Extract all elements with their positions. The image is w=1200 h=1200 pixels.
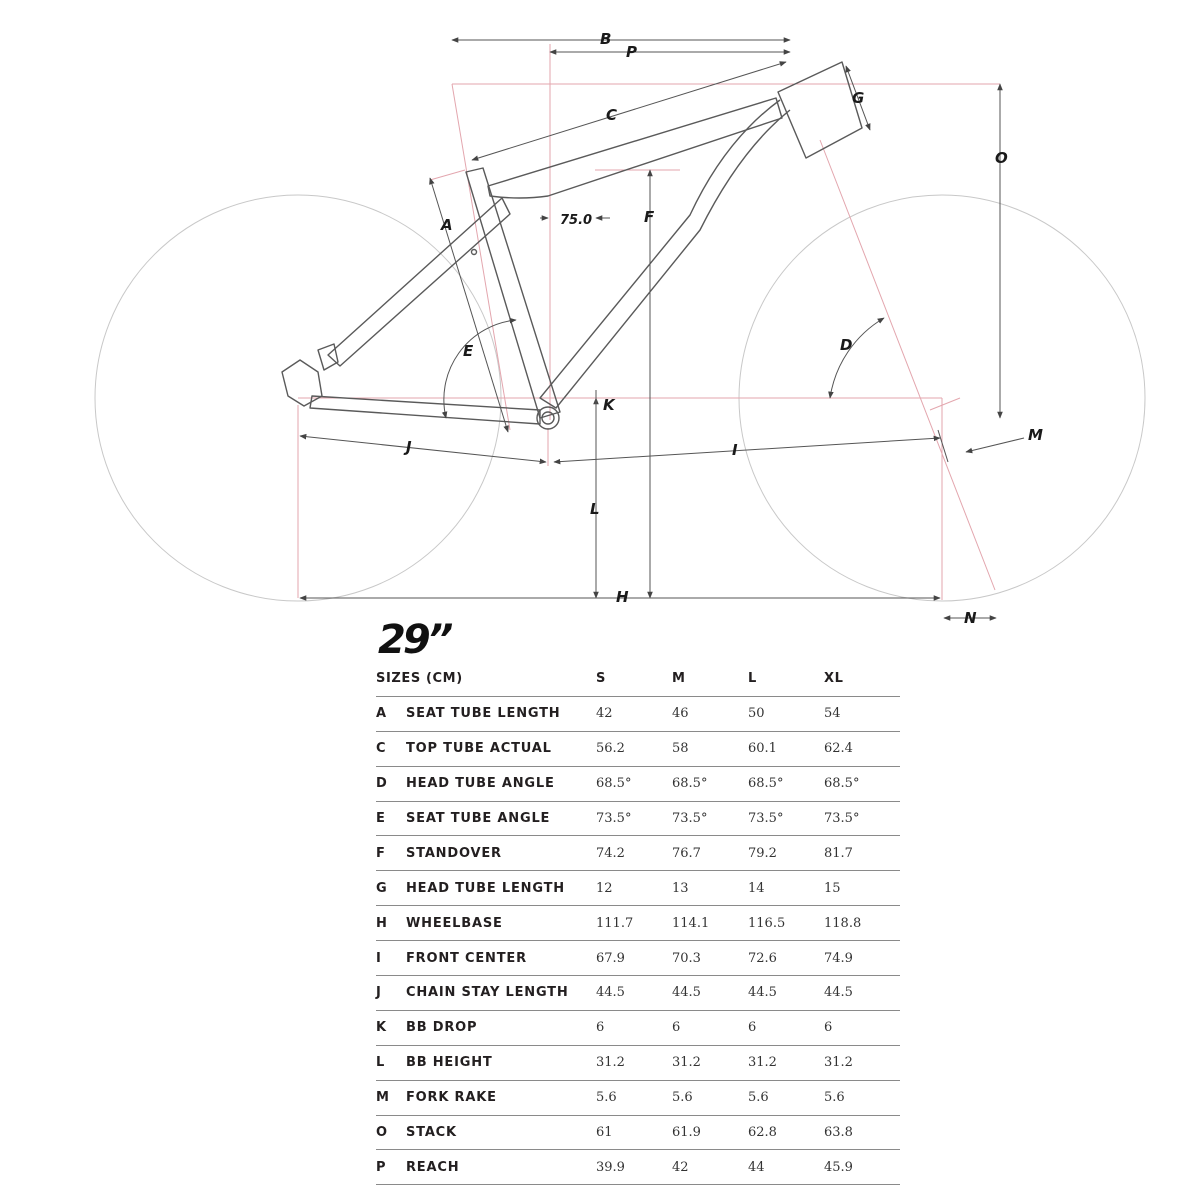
- label-seat-angle: 75.0: [560, 213, 593, 228]
- row-value: 60.1: [748, 731, 824, 766]
- row-value: 118.8: [824, 906, 900, 941]
- row-name: STACK: [406, 1115, 596, 1150]
- row-value: 68.5°: [824, 766, 900, 801]
- row-value: 31.2: [748, 1045, 824, 1080]
- row-code: C: [376, 731, 406, 766]
- row-value: 5.6: [672, 1080, 748, 1115]
- row-value: 6: [824, 1010, 900, 1045]
- row-value: 116.5: [748, 906, 824, 941]
- row-code: I: [376, 941, 406, 976]
- row-code: F: [376, 836, 406, 871]
- row-name: FORK RAKE: [406, 1080, 596, 1115]
- row-value: 61: [596, 1115, 672, 1150]
- row-value: 111.7: [596, 906, 672, 941]
- row-value: 73.5°: [672, 801, 748, 836]
- row-value: 31.2: [672, 1045, 748, 1080]
- label-j: J: [406, 438, 412, 456]
- row-code: D: [376, 766, 406, 801]
- table-row: [376, 731, 900, 766]
- row-name: SEAT TUBE LENGTH: [406, 696, 596, 731]
- row-value: 42: [596, 696, 672, 731]
- row-value: 73.5°: [824, 801, 900, 836]
- row-value: 46: [672, 696, 748, 731]
- label-g: G: [852, 89, 865, 107]
- row-code: J: [376, 976, 406, 1011]
- row-value: 61.9: [672, 1115, 748, 1150]
- row-value: 5.6: [596, 1080, 672, 1115]
- label-d: D: [840, 336, 853, 354]
- table-row: [376, 1150, 900, 1185]
- row-value: 44.5: [672, 976, 748, 1011]
- row-value: 44.5: [596, 976, 672, 1011]
- row-value: 6: [596, 1010, 672, 1045]
- label-i: I: [732, 441, 738, 459]
- label-n: N: [964, 609, 977, 627]
- row-name: STANDOVER: [406, 836, 596, 871]
- row-value: 15: [824, 871, 900, 906]
- table-row: [376, 1080, 900, 1115]
- row-value: 44: [748, 1150, 824, 1185]
- row-name: FRONT CENTER: [406, 941, 596, 976]
- row-value: 39.9: [596, 1150, 672, 1185]
- table-row: [376, 1010, 900, 1045]
- row-value: 74.9: [824, 941, 900, 976]
- table-row: [376, 1115, 900, 1150]
- row-name: TOP TUBE ACTUAL: [406, 731, 596, 766]
- row-value: 81.7: [824, 836, 900, 871]
- row-value: 70.3: [672, 941, 748, 976]
- table-row: [376, 1045, 900, 1080]
- row-value: 44.5: [824, 976, 900, 1011]
- reference-lines: [298, 44, 1000, 600]
- row-value: 12: [596, 871, 672, 906]
- row-code: H: [376, 906, 406, 941]
- geometry-table: [376, 662, 900, 1185]
- row-value: 31.2: [596, 1045, 672, 1080]
- row-value: 58: [672, 731, 748, 766]
- row-value: 114.1: [672, 906, 748, 941]
- table-row: [376, 696, 900, 731]
- size-header-m: M: [672, 662, 748, 696]
- bike-frame: [282, 62, 865, 429]
- row-name: SEAT TUBE ANGLE: [406, 801, 596, 836]
- size-header-s: S: [596, 662, 672, 696]
- label-e: E: [463, 342, 474, 360]
- row-name: BB DROP: [406, 1010, 596, 1045]
- row-value: 68.5°: [672, 766, 748, 801]
- row-value: 72.6: [748, 941, 824, 976]
- row-value: 67.9: [596, 941, 672, 976]
- row-value: 76.7: [672, 836, 748, 871]
- label-p: P: [626, 43, 637, 61]
- row-code: E: [376, 801, 406, 836]
- label-b: B: [600, 30, 612, 48]
- row-value: 6: [748, 1010, 824, 1045]
- row-value: 6: [672, 1010, 748, 1045]
- table-row: [376, 941, 900, 976]
- row-value: 73.5°: [748, 801, 824, 836]
- row-name: HEAD TUBE ANGLE: [406, 766, 596, 801]
- row-value: 44.5: [748, 976, 824, 1011]
- row-value: 56.2: [596, 731, 672, 766]
- row-value: 5.6: [824, 1080, 900, 1115]
- row-value: 54: [824, 696, 900, 731]
- label-c: C: [606, 106, 618, 124]
- row-name: WHEELBASE: [406, 906, 596, 941]
- label-m: M: [1028, 426, 1043, 444]
- sizes-header: SIZES (CM): [376, 662, 596, 696]
- row-value: 79.2: [748, 836, 824, 871]
- size-header-xl: XL: [824, 662, 900, 696]
- row-name: REACH: [406, 1150, 596, 1185]
- row-code: A: [376, 696, 406, 731]
- table-row: [376, 766, 900, 801]
- row-name: BB HEIGHT: [406, 1045, 596, 1080]
- label-f: F: [644, 208, 655, 226]
- row-value: 62.4: [824, 731, 900, 766]
- table-row: [376, 801, 900, 836]
- row-value: 50: [748, 696, 824, 731]
- size-header-l: L: [748, 662, 824, 696]
- label-k: K: [603, 396, 615, 414]
- row-value: 62.8: [748, 1115, 824, 1150]
- row-value: 73.5°: [596, 801, 672, 836]
- wheel-size-heading: 29”: [378, 617, 451, 663]
- row-name: HEAD TUBE LENGTH: [406, 871, 596, 906]
- row-code: G: [376, 871, 406, 906]
- row-code: P: [376, 1150, 406, 1185]
- dimension-labels: [403, 30, 1043, 627]
- label-o: O: [995, 149, 1008, 167]
- table-header-row: [376, 662, 900, 696]
- row-value: 68.5°: [748, 766, 824, 801]
- row-value: 31.2: [824, 1045, 900, 1080]
- row-value: 74.2: [596, 836, 672, 871]
- table-row: [376, 871, 900, 906]
- row-value: 63.8: [824, 1115, 900, 1150]
- row-value: 14: [748, 871, 824, 906]
- label-a: A: [441, 216, 453, 234]
- label-l: L: [590, 500, 600, 518]
- dimension-lines: [300, 40, 1024, 618]
- row-value: 42: [672, 1150, 748, 1185]
- table-row: [376, 836, 900, 871]
- row-value: 13: [672, 871, 748, 906]
- row-value: 68.5°: [596, 766, 672, 801]
- table-row: [376, 976, 900, 1011]
- row-code: M: [376, 1080, 406, 1115]
- row-value: 45.9: [824, 1150, 900, 1185]
- row-code: K: [376, 1010, 406, 1045]
- row-name: CHAIN STAY LENGTH: [406, 976, 596, 1011]
- row-code: O: [376, 1115, 406, 1150]
- table-row: [376, 906, 900, 941]
- row-code: L: [376, 1045, 406, 1080]
- row-value: 5.6: [748, 1080, 824, 1115]
- label-h: H: [616, 588, 629, 606]
